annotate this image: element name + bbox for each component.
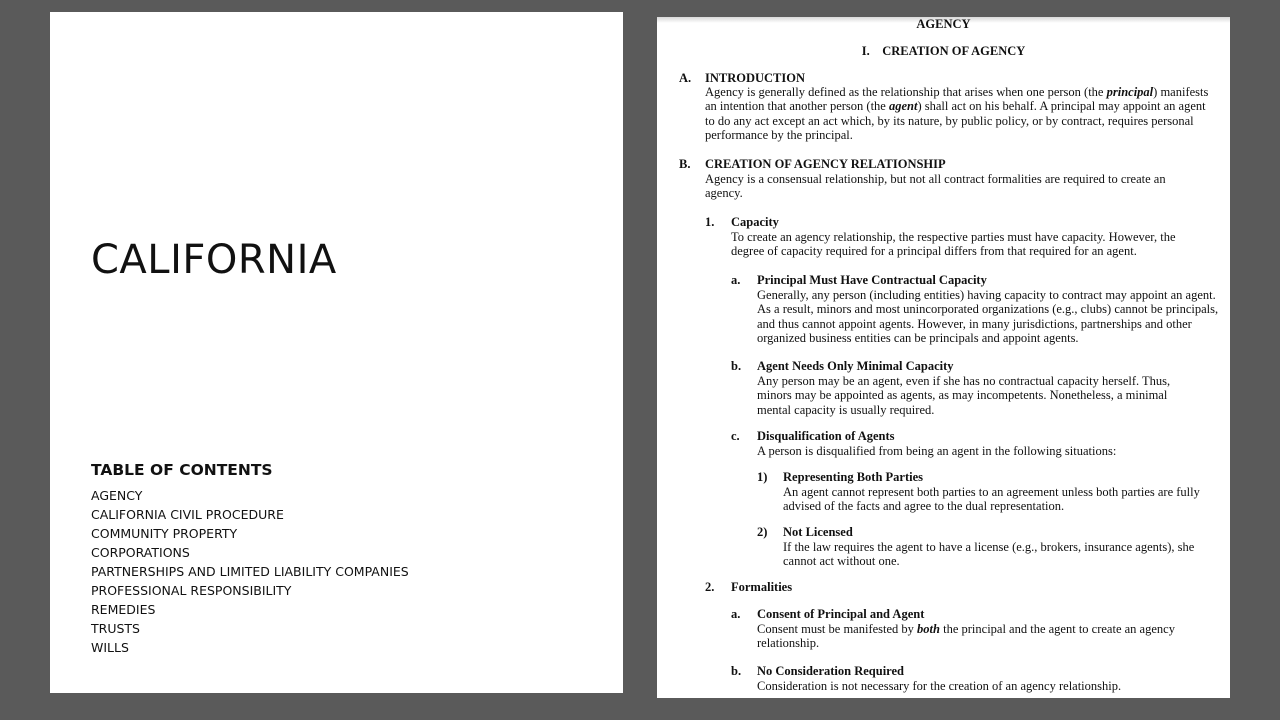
toc-item-wills[interactable]: WILLS bbox=[91, 640, 129, 655]
outline-mark: b. bbox=[731, 359, 742, 373]
heading-introduction: INTRODUCTION bbox=[705, 71, 806, 85]
page-header: AGENCY bbox=[916, 17, 971, 31]
paragraph-agent-capacity: Any person may be an agent, even if she has no contractual capacity herself. Thus, minors may be appointed as agents, as may incompetents. Nonetheless, a minimal mental capacity is usually required. bbox=[757, 374, 1171, 417]
toc-item-remedies[interactable]: REMEDIES bbox=[91, 602, 156, 617]
toc-item-professional-responsibility[interactable]: PROFESSIONAL RESPONSIBILITY bbox=[91, 583, 292, 598]
paragraph-disqualification: A person is disqualified from being an agent in the following situations: bbox=[757, 444, 1117, 458]
paragraph-introduction: Agency is generally defined as the relationship that arises when one person (the principal) manifests an intention that another person (the agent) shall act on his behalf. A principal may appoint an agent to do any act except an act which, by its nature, by public policy, or by contract, requires personal performance by the principal. bbox=[705, 85, 1209, 142]
paragraph-creation-relationship: Agency is a consensual relationship, but not all contract formalities are required to create an agency. bbox=[705, 172, 1166, 201]
heading-disqualification: Disqualification of Agents bbox=[757, 429, 895, 443]
heading-capacity: Capacity bbox=[731, 215, 779, 229]
document-page bbox=[657, 17, 1230, 698]
heading-no-consideration: No Consideration Required bbox=[757, 664, 905, 678]
cover-title: CALIFORNIA bbox=[91, 237, 337, 283]
outline-mark: B. bbox=[679, 157, 691, 171]
outline-mark: A. bbox=[679, 71, 692, 85]
toc-item-community-property[interactable]: COMMUNITY PROPERTY bbox=[91, 526, 238, 541]
heading-agent-capacity: Agent Needs Only Minimal Capacity bbox=[757, 359, 954, 373]
heading-formalities: Formalities bbox=[731, 580, 793, 594]
section-title: I. CREATION OF AGENCY bbox=[861, 44, 1026, 58]
toc-item-trusts[interactable]: TRUSTS bbox=[91, 621, 140, 636]
outline-mark: c. bbox=[731, 429, 740, 443]
heading-not-licensed: Not Licensed bbox=[783, 525, 853, 539]
toc-list bbox=[91, 486, 409, 657]
outline-mark: 1) bbox=[757, 470, 768, 484]
toc-item-civil-procedure[interactable]: CALIFORNIA CIVIL PROCEDURE bbox=[91, 507, 284, 522]
paragraph-consent: Consent must be manifested by both the principal and the agent to create an agency relationship. bbox=[757, 622, 1175, 651]
outline-mark: a. bbox=[731, 607, 741, 621]
outline-mark: 2. bbox=[705, 580, 715, 594]
heading-principal-capacity: Principal Must Have Contractual Capacity bbox=[757, 273, 987, 287]
heading-creation-relationship: CREATION OF AGENCY RELATIONSHIP bbox=[705, 157, 946, 171]
paragraph-not-licensed: If the law requires the agent to have a license (e.g., brokers, insurance agents), she cannot act without one. bbox=[783, 540, 1195, 569]
paragraph-no-consideration: Consideration is not necessary for the creation of an agency relationship. bbox=[757, 679, 1122, 693]
paragraph-representing-both: An agent cannot represent both parties to an agreement unless both parties are fully advised of the facts and agree to the dual representation. bbox=[783, 485, 1200, 514]
outline-mark: b. bbox=[731, 664, 742, 678]
paragraph-capacity: To create an agency relationship, the respective parties must have capacity. However, the degree of capacity required for a principal differs from that required for an agent. bbox=[731, 230, 1176, 259]
paragraph-principal-capacity: Generally, any person (including entities) having capacity to contract may appoint an agent. As a result, minors and most unincorporated organizations (e.g., clubs) cannot be principals, and thus cannot appoint agents. However, in many jurisdictions, partnerships and other organized business entities can be principals and appoint agents. bbox=[757, 288, 1219, 345]
cover-page bbox=[50, 12, 623, 693]
heading-representing-both: Representing Both Parties bbox=[783, 470, 924, 484]
heading-consent: Consent of Principal and Agent bbox=[757, 607, 925, 621]
toc-item-agency[interactable]: AGENCY bbox=[91, 488, 143, 503]
outline-mark: 2) bbox=[757, 525, 768, 539]
outline-mark: a. bbox=[731, 273, 741, 287]
toc-heading: TABLE OF CONTENTS bbox=[91, 461, 273, 479]
outline-mark: 1. bbox=[705, 215, 715, 229]
toc-item-corporations[interactable]: CORPORATIONS bbox=[91, 545, 190, 560]
toc-item-partnerships[interactable]: PARTNERSHIPS AND LIMITED LIABILITY COMPANIES bbox=[91, 564, 409, 579]
